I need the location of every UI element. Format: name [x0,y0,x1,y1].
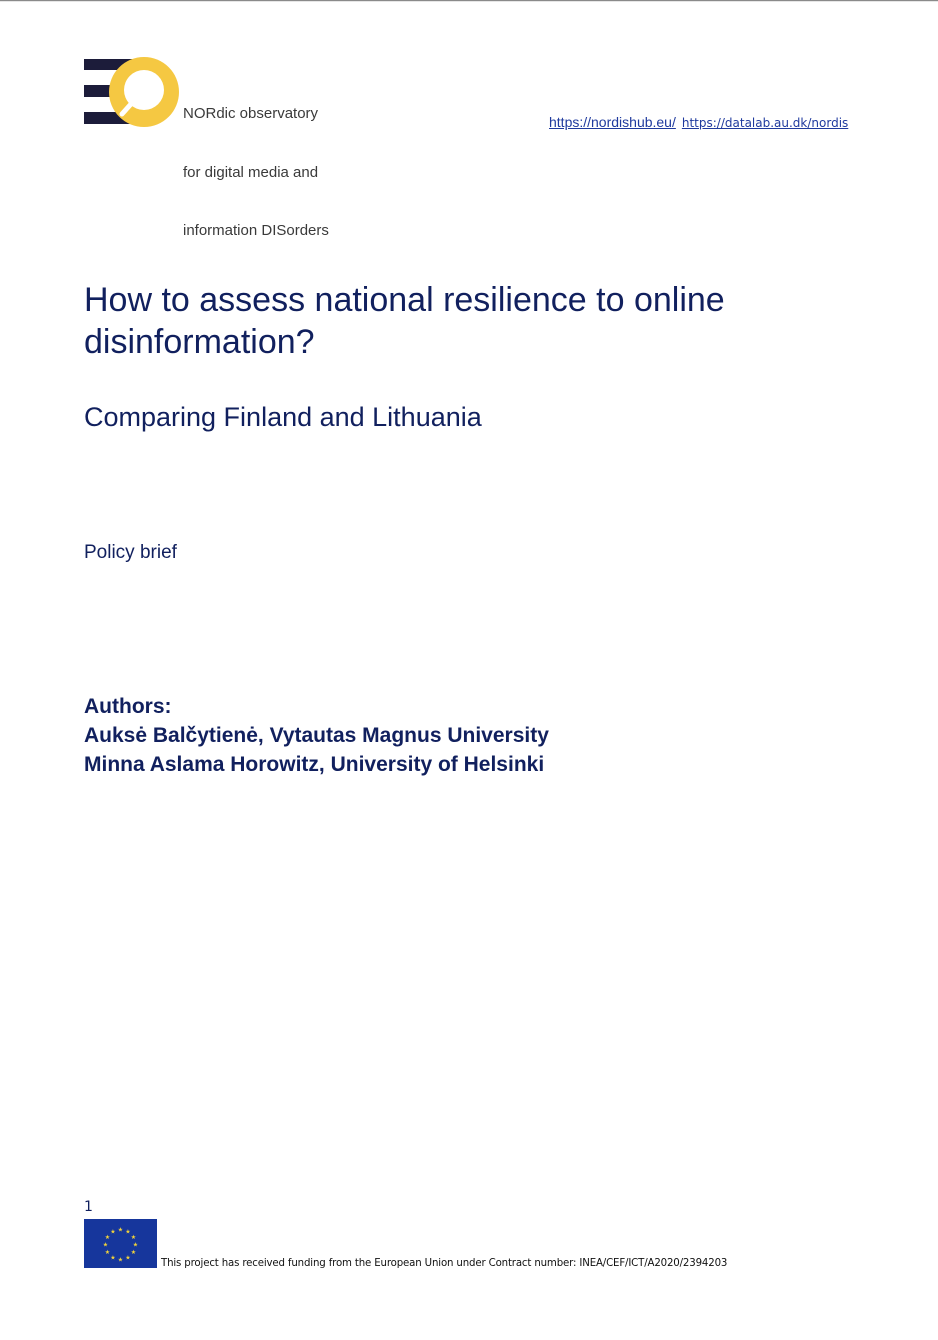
document-subtitle: Comparing Finland and Lithuania [84,402,482,432]
svg-text:★: ★ [132,1242,139,1249]
logo-line-1: NORdic observatory [183,105,319,122]
logo-wordmark [183,65,329,280]
svg-text:★: ★ [104,1235,111,1241]
logo-line-2: for digital media and [183,163,319,181]
nordis-logo [84,56,354,239]
svg-text:★: ★ [102,1242,109,1249]
svg-text:★: ★ [110,1255,116,1262]
document-title: How to assess national resilience to online disinformation? [84,281,725,361]
logo-line-3: information DISorders [183,222,329,239]
authors-block [84,692,549,779]
funding-statement: This project has received funding from the European Union under Contract number: INEA/CEF/ICT/A2020/2394203 [161,1258,728,1269]
nordishub-link[interactable]: https://nordishub.eu/ [549,114,676,130]
datalab-link[interactable]: https://datalab.au.dk/nordis [681,116,849,130]
nordis-magnifier-logo-icon [84,56,180,128]
authors-heading: Authors: [84,695,172,718]
svg-text:★: ★ [130,1235,137,1241]
top-border-shadow [0,1,938,2]
header-links [549,114,848,132]
eu-flag-icon [84,1219,157,1268]
svg-text:★: ★ [125,1255,131,1262]
author-1: Auksė Balčytienė, Vytautas Magnus University [84,724,549,747]
svg-text:★: ★ [110,1229,116,1236]
document-type: Policy brief [84,542,177,563]
svg-text:★: ★ [117,1257,124,1264]
svg-text:★: ★ [104,1250,111,1256]
page-number: 1 [84,1199,93,1215]
svg-text:★: ★ [130,1250,137,1256]
svg-text:★: ★ [125,1229,131,1236]
author-2: Minna Aslama Horowitz, University of Helsinki [84,753,545,776]
svg-text:★: ★ [117,1227,124,1234]
